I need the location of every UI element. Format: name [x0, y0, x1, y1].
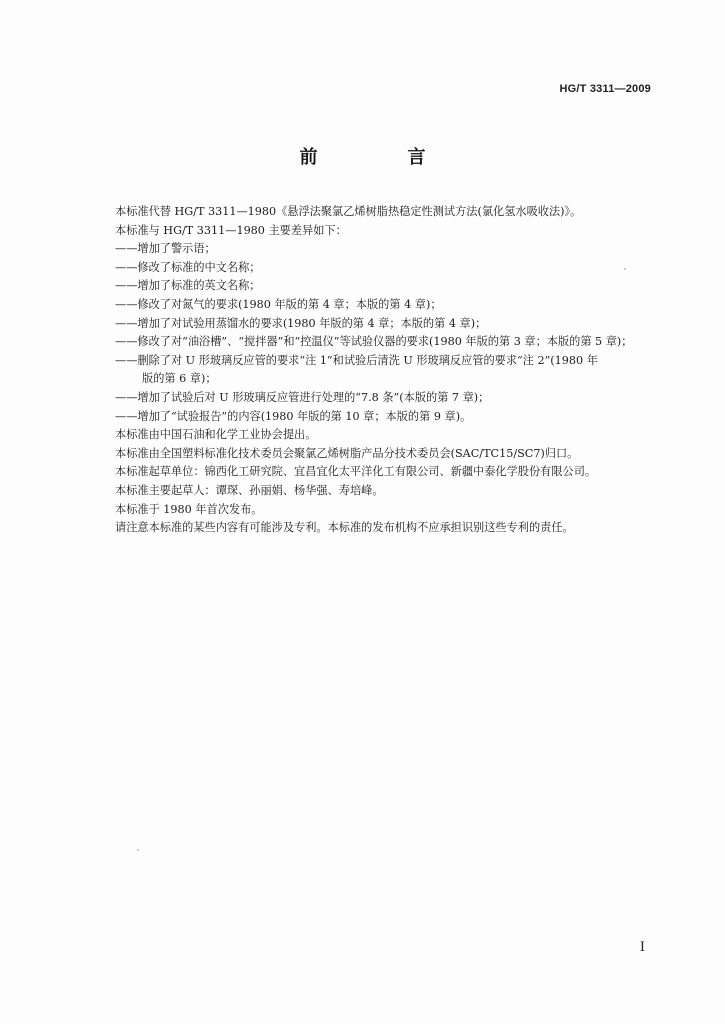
scan-speck	[137, 849, 139, 851]
text-line: 本标准由全国塑料标准化技术委员会聚氯乙烯树脂产品分技术委员会(SAC/TC15/SC7)归口。	[115, 446, 579, 460]
text-line: 请注意本标准的某些内容有可能涉及专利。本标准的发布机构不应承担识别这些专利的责任。	[115, 521, 574, 535]
text-line: 本标准由中国石油和化学工业协会提出。	[115, 428, 317, 442]
list-item: ——修改了对氮气的要求(1980 年版的第 4 章；本版的第 4 章)；	[115, 297, 442, 311]
text-line: 本标准与 HG/T 3311—1980 主要差异如下：	[115, 223, 347, 237]
standard-code: HG/T 3311—2009	[559, 83, 651, 95]
scan-speck	[624, 268, 626, 270]
foreword-body	[115, 203, 660, 538]
list-item: ——修改了对“油浴槽”、“搅拌器”和“控温仪”等试验仪器的要求(1980 年版的第 3 章；本版的第 5 章)；	[115, 335, 633, 349]
page-title: 前 言	[299, 147, 462, 168]
text-line: 本标准于 1980 年首次发布。	[115, 502, 263, 516]
text-line: 本标准主要起草人：谭琛、孙丽娟、杨华强、寿培峰。	[115, 483, 384, 497]
list-item: ——修改了标准的中文名称；	[115, 260, 261, 274]
list-item: ——增加了对试验用蒸馏水的要求(1980 年版的第 4 章；本版的第 4 章)；	[115, 316, 487, 330]
text-line: 本标准起草单位：锦西化工研究院、宜昌宜化太平洋化工有限公司、新疆中泰化学股份有限公司。	[115, 465, 597, 479]
page-number: I	[639, 940, 645, 955]
list-item: ——增加了“试验报告”的内容(1980 年版的第 10 章；本版的第 9 章)。	[115, 409, 472, 423]
list-item: ——删除了对 U 形玻璃反应管的要求“注 1”和试验后清洗 U 形玻璃反应管的要求“注 2”(1980 年	[115, 353, 598, 367]
list-item: ——增加了试验后对 U 形玻璃反应管进行处理的“7.8 条”(本版的第 7 章)；	[115, 390, 490, 404]
text-line: 本标准代替 HG/T 3311—1980《悬浮法聚氯乙烯树脂热稳定性测试方法(氯化氢水吸收法)》。	[115, 205, 582, 218]
list-item-continuation: 版的第 6 章)；	[142, 372, 217, 386]
list-item: ——增加了警示语；	[115, 242, 216, 256]
list-item: ——增加了标准的英文名称；	[115, 279, 261, 293]
